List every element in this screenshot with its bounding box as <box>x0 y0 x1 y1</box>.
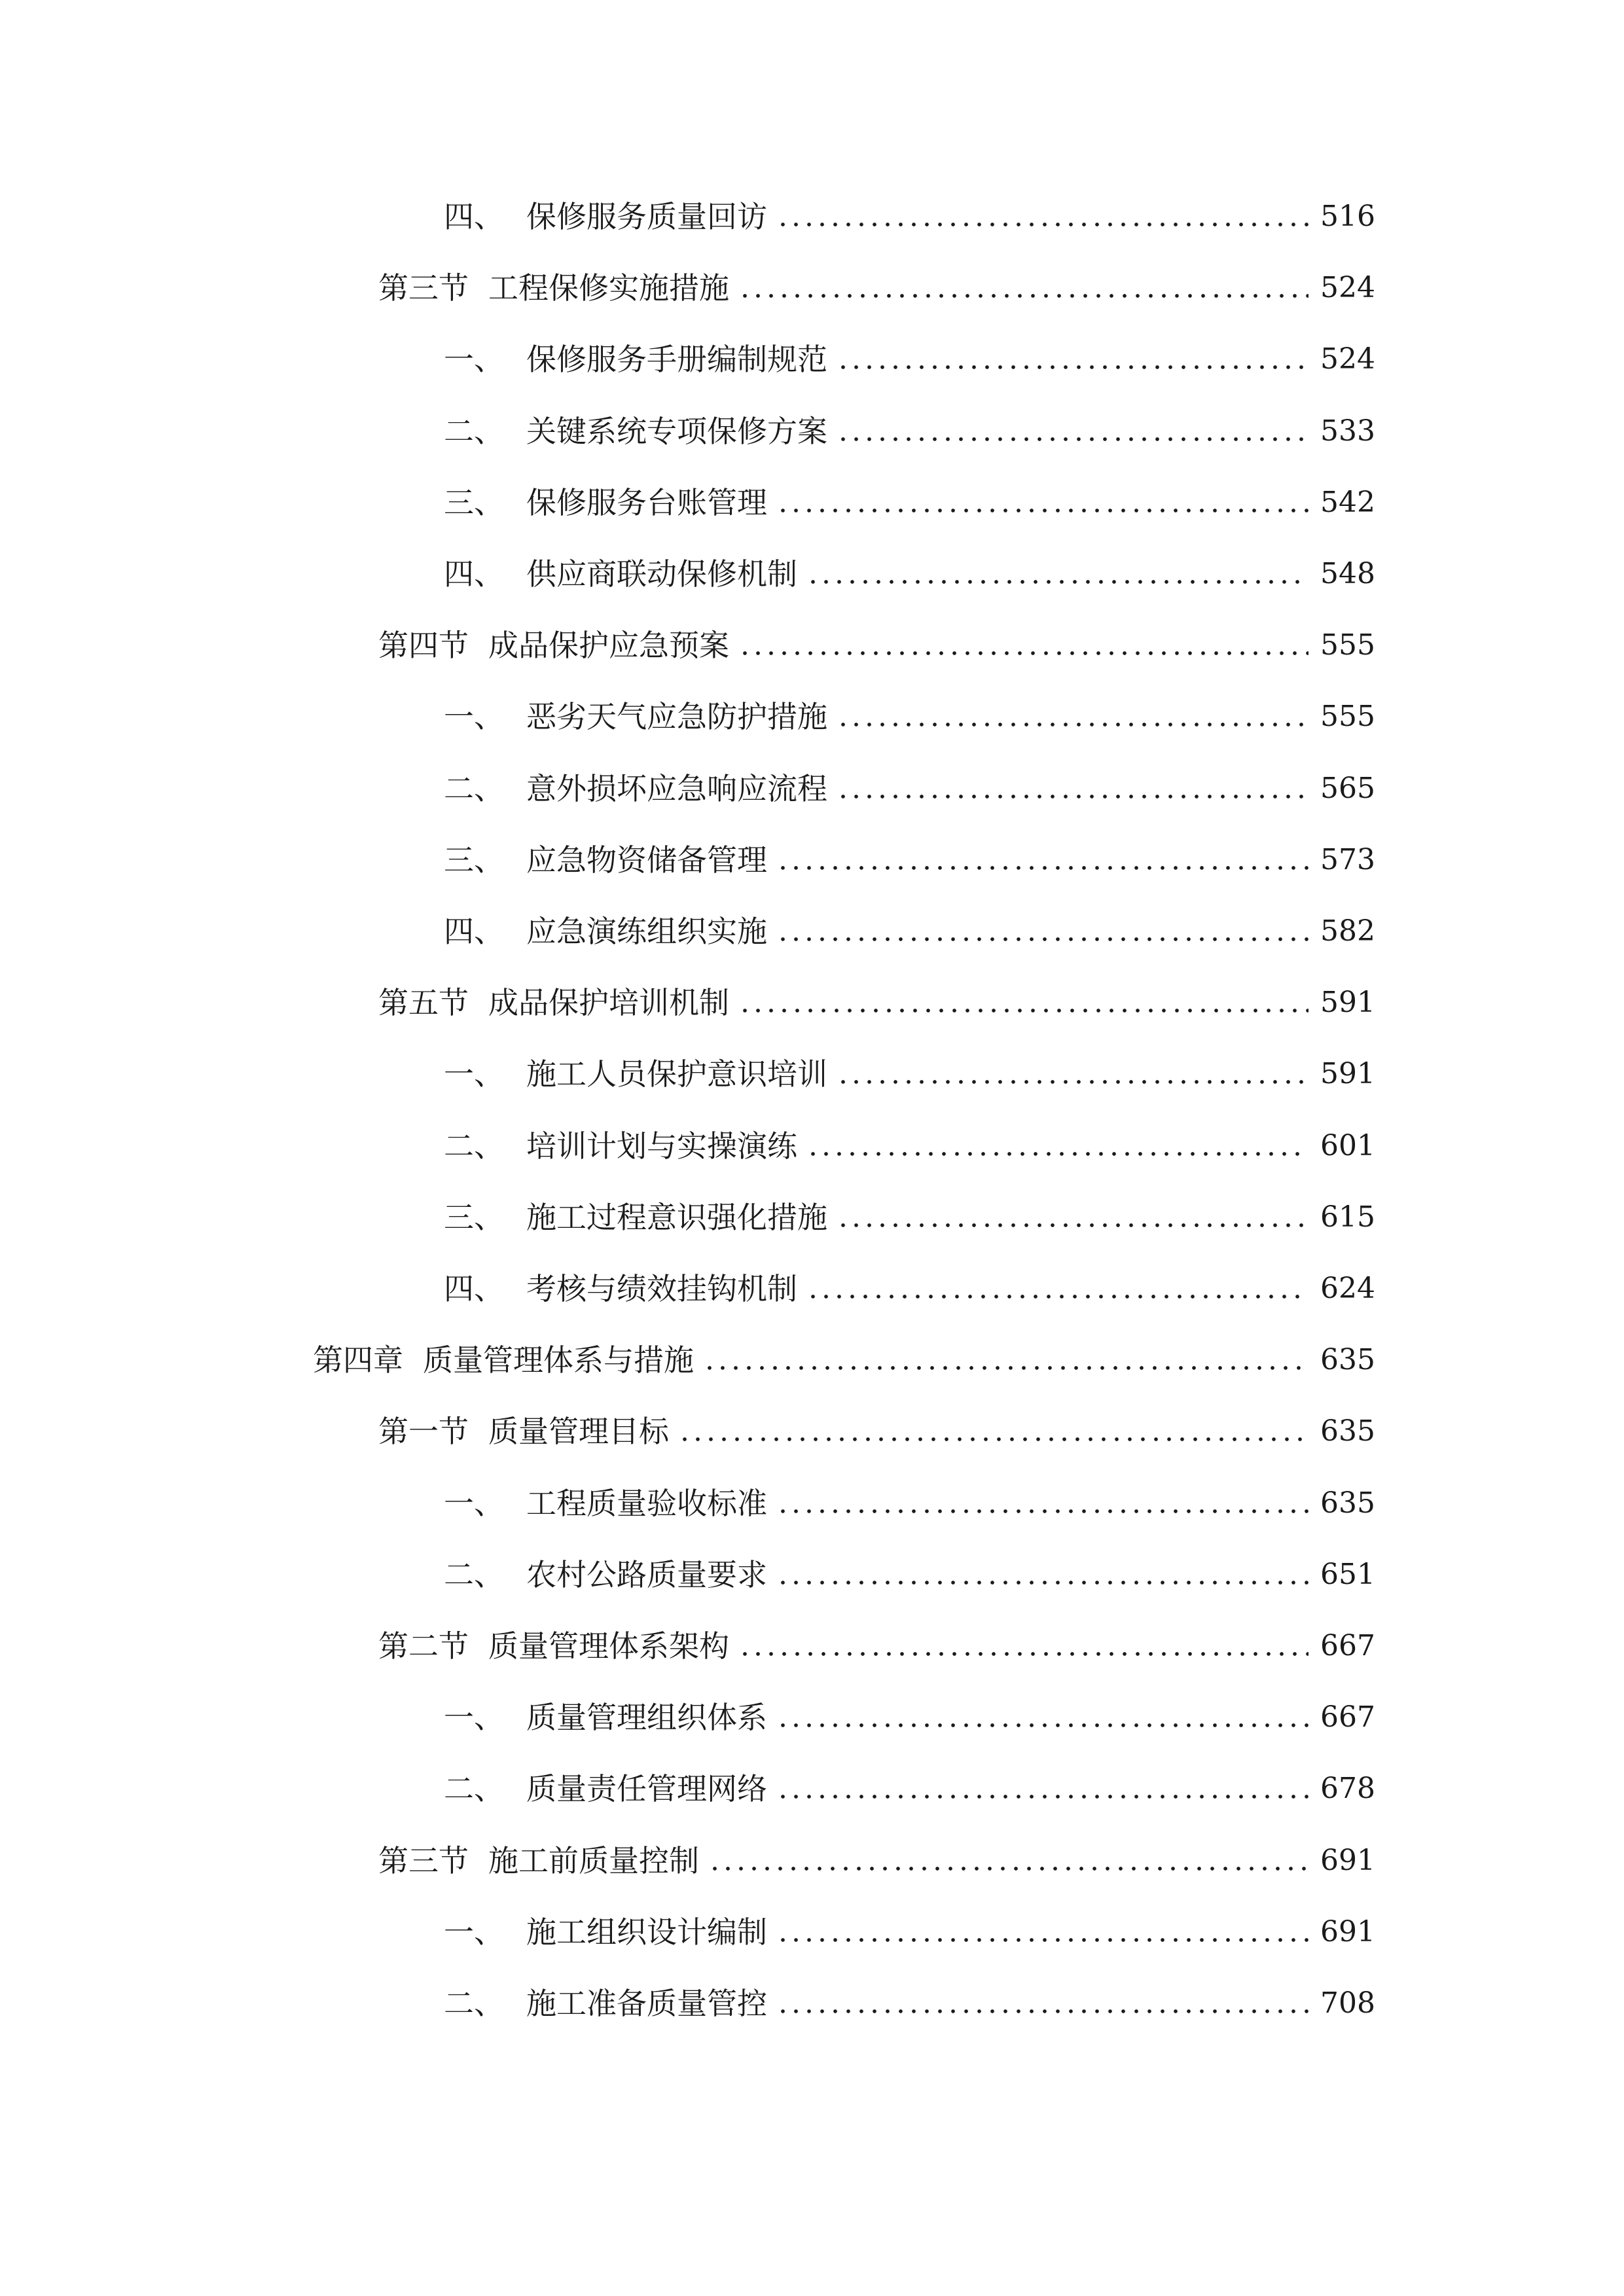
toc-entry-number: 四、 <box>444 1271 504 1306</box>
toc-entry[interactable] <box>378 1623 1375 1669</box>
toc-dot-leader <box>776 1579 1308 1587</box>
toc-entry-number: 二、 <box>444 1128 504 1164</box>
toc-entry-page-number: 591 <box>1320 1057 1375 1091</box>
toc-entry-number: 一、 <box>444 1485 504 1521</box>
toc-dot-leader <box>738 1007 1308 1014</box>
toc-entry-number: 第三节 <box>378 1842 469 1878</box>
toc-entry[interactable] <box>444 336 1375 382</box>
toc-entry[interactable] <box>444 551 1375 597</box>
toc-entry-title: 施工前质量控制 <box>488 1842 699 1878</box>
toc-entry-page-number: 524 <box>1320 271 1375 305</box>
toc-entry-number: 三、 <box>444 484 504 520</box>
toc-entry-page-number: 524 <box>1320 342 1375 376</box>
toc-entry-page-number: 691 <box>1320 1843 1375 1877</box>
toc-dot-leader <box>837 793 1308 800</box>
toc-entry-title: 应急物资储备管理 <box>526 842 767 878</box>
toc-entry[interactable] <box>444 408 1375 454</box>
toc-dot-leader <box>776 507 1308 514</box>
toc-entry-title: 成品保护应急预案 <box>488 628 729 664</box>
toc-entry-page-number: 678 <box>1320 1772 1375 1806</box>
toc-entry[interactable] <box>444 480 1375 526</box>
toc-entry-page-number: 516 <box>1320 200 1375 233</box>
toc-dot-leader <box>776 221 1308 228</box>
toc-entry[interactable] <box>444 1552 1375 1598</box>
toc-entry-title: 保修服务质量回访 <box>526 199 767 234</box>
toc-entry[interactable] <box>444 1695 1375 1740</box>
toc-entry[interactable] <box>378 980 1375 1026</box>
toc-entry[interactable] <box>444 1480 1375 1526</box>
toc-entry-title: 保修服务台账管理 <box>526 484 767 520</box>
toc-entry-page-number: 635 <box>1320 1486 1375 1520</box>
toc-entry-page-number: 591 <box>1320 986 1375 1020</box>
toc-entry-title: 施工人员保护意识培训 <box>526 1056 827 1092</box>
toc-dot-leader <box>776 935 1308 943</box>
toc-entry-number: 三、 <box>444 842 504 878</box>
toc-entry-number: 第三节 <box>378 270 469 306</box>
toc-entry-title: 考核与绩效挂钩机制 <box>526 1271 797 1306</box>
toc-entry[interactable] <box>378 1408 1375 1454</box>
toc-entry-number: 一、 <box>444 342 504 378</box>
toc-entry-page-number: 565 <box>1320 771 1375 805</box>
toc-dot-leader <box>776 864 1308 872</box>
toc-dot-leader <box>776 2007 1308 2015</box>
toc-entry[interactable] <box>444 194 1375 240</box>
toc-entry[interactable] <box>444 837 1375 883</box>
toc-entry[interactable] <box>378 622 1375 668</box>
toc-entry-title: 质量管理组织体系 <box>526 1700 767 1736</box>
toc-entry-number: 四、 <box>444 556 504 592</box>
toc-entry-page-number: 691 <box>1320 1914 1375 1948</box>
toc-entry-number: 第一节 <box>378 1414 469 1450</box>
toc-entry-page-number: 651 <box>1320 1557 1375 1591</box>
toc-dot-leader <box>708 1865 1308 1873</box>
toc-dot-leader <box>776 1936 1308 1944</box>
toc-dot-leader <box>703 1364 1308 1372</box>
toc-entry-title: 施工组织设计编制 <box>526 1914 767 1950</box>
toc-entry-page-number: 573 <box>1320 842 1375 876</box>
toc-entry-page-number: 555 <box>1320 628 1375 662</box>
toc-entry-title: 质量管理目标 <box>488 1414 669 1450</box>
toc-entry-number: 第五节 <box>378 985 469 1021</box>
toc-entry-number: 第二节 <box>378 1628 469 1664</box>
toc-entry-page-number: 601 <box>1320 1128 1375 1162</box>
toc-entry-page-number: 624 <box>1320 1272 1375 1305</box>
toc-entry-title: 质量管理体系架构 <box>488 1628 729 1664</box>
toc-entry-number: 一、 <box>444 699 504 735</box>
toc-entry[interactable] <box>444 1266 1375 1312</box>
toc-dot-leader <box>837 1221 1308 1229</box>
toc-dot-leader <box>837 435 1308 443</box>
toc-entry[interactable] <box>444 908 1375 954</box>
toc-entry-title: 施工过程意识强化措施 <box>526 1199 827 1235</box>
toc-entry-number: 二、 <box>444 413 504 449</box>
toc-entry-title: 培训计划与实操演练 <box>526 1128 797 1164</box>
toc-entry-page-number: 542 <box>1320 485 1375 519</box>
toc-entry-number: 四、 <box>444 199 504 234</box>
toc-entry-page-number: 582 <box>1320 914 1375 948</box>
toc-entry[interactable] <box>444 1194 1375 1240</box>
toc-entry-number: 一、 <box>444 1700 504 1736</box>
toc-entry-title: 保修服务手册编制规范 <box>526 342 827 378</box>
toc-entry[interactable] <box>444 1981 1375 2026</box>
toc-entry-number: 三、 <box>444 1199 504 1235</box>
toc-entry-title: 质量责任管理网络 <box>526 1771 767 1807</box>
toc-entry-number: 二、 <box>444 1556 504 1592</box>
toc-entry-number: 一、 <box>444 1056 504 1092</box>
toc-entry[interactable] <box>444 1909 1375 1955</box>
toc-entry[interactable] <box>444 766 1375 812</box>
toc-entry[interactable] <box>444 1766 1375 1812</box>
toc-entry-page-number: 635 <box>1320 1343 1375 1377</box>
toc-entry-page-number: 635 <box>1320 1414 1375 1448</box>
toc-entry-page-number: 708 <box>1320 1986 1375 2020</box>
toc-entry[interactable] <box>444 1051 1375 1097</box>
toc-entry-number: 二、 <box>444 770 504 806</box>
toc-dot-leader <box>837 1078 1308 1086</box>
toc-entry-title: 供应商联动保修机制 <box>526 556 797 592</box>
toc-entry-page-number: 667 <box>1320 1700 1375 1734</box>
toc-entry-title: 工程质量验收标准 <box>526 1485 767 1521</box>
toc-dot-leader <box>776 1507 1308 1515</box>
toc-entry-title: 关键系统专项保修方案 <box>526 413 827 449</box>
toc-dot-leader <box>806 1293 1308 1300</box>
toc-entry-title: 应急演练组织实施 <box>526 914 767 949</box>
toc-entry-number: 四、 <box>444 914 504 949</box>
toc-dot-leader <box>738 1650 1308 1658</box>
toc-entry-title: 质量管理体系与措施 <box>423 1342 694 1378</box>
toc-dot-leader <box>738 292 1308 300</box>
toc-entry[interactable] <box>444 694 1375 740</box>
toc-entry-number: 二、 <box>444 1986 504 2021</box>
toc-dot-leader <box>738 649 1308 657</box>
toc-dot-leader <box>837 363 1308 371</box>
toc-dot-leader <box>776 1793 1308 1801</box>
toc-entry[interactable] <box>313 1337 1375 1383</box>
toc-dot-leader <box>806 578 1308 586</box>
toc-dot-leader <box>806 1150 1308 1158</box>
toc-entry-title: 工程保修实施措施 <box>488 270 729 306</box>
toc-entry-title: 施工准备质量管控 <box>526 1986 767 2021</box>
toc-entry-page-number: 555 <box>1320 700 1375 734</box>
toc-entry-page-number: 615 <box>1320 1200 1375 1234</box>
toc-entry-title: 意外损坏应急响应流程 <box>526 770 827 806</box>
toc-entry-number: 一、 <box>444 1914 504 1950</box>
toc-entry-number: 第四章 <box>313 1342 403 1378</box>
toc-entry[interactable] <box>378 265 1375 311</box>
toc-entry-title: 成品保护培训机制 <box>488 985 729 1021</box>
toc-entry-page-number: 533 <box>1320 414 1375 448</box>
toc-entry-number: 二、 <box>444 1771 504 1807</box>
toc-entry[interactable] <box>378 1838 1375 1884</box>
toc-dot-leader <box>776 1721 1308 1729</box>
toc-entry-title: 农村公路质量要求 <box>526 1556 767 1592</box>
toc-entry-title: 恶劣天气应急防护措施 <box>526 699 827 735</box>
toc-entry-number: 第四节 <box>378 628 469 664</box>
toc-dot-leader <box>678 1435 1308 1443</box>
toc-entry-page-number: 667 <box>1320 1629 1375 1662</box>
toc-entry[interactable] <box>444 1123 1375 1169</box>
toc-entry-page-number: 548 <box>1320 557 1375 590</box>
toc-dot-leader <box>837 721 1308 728</box>
